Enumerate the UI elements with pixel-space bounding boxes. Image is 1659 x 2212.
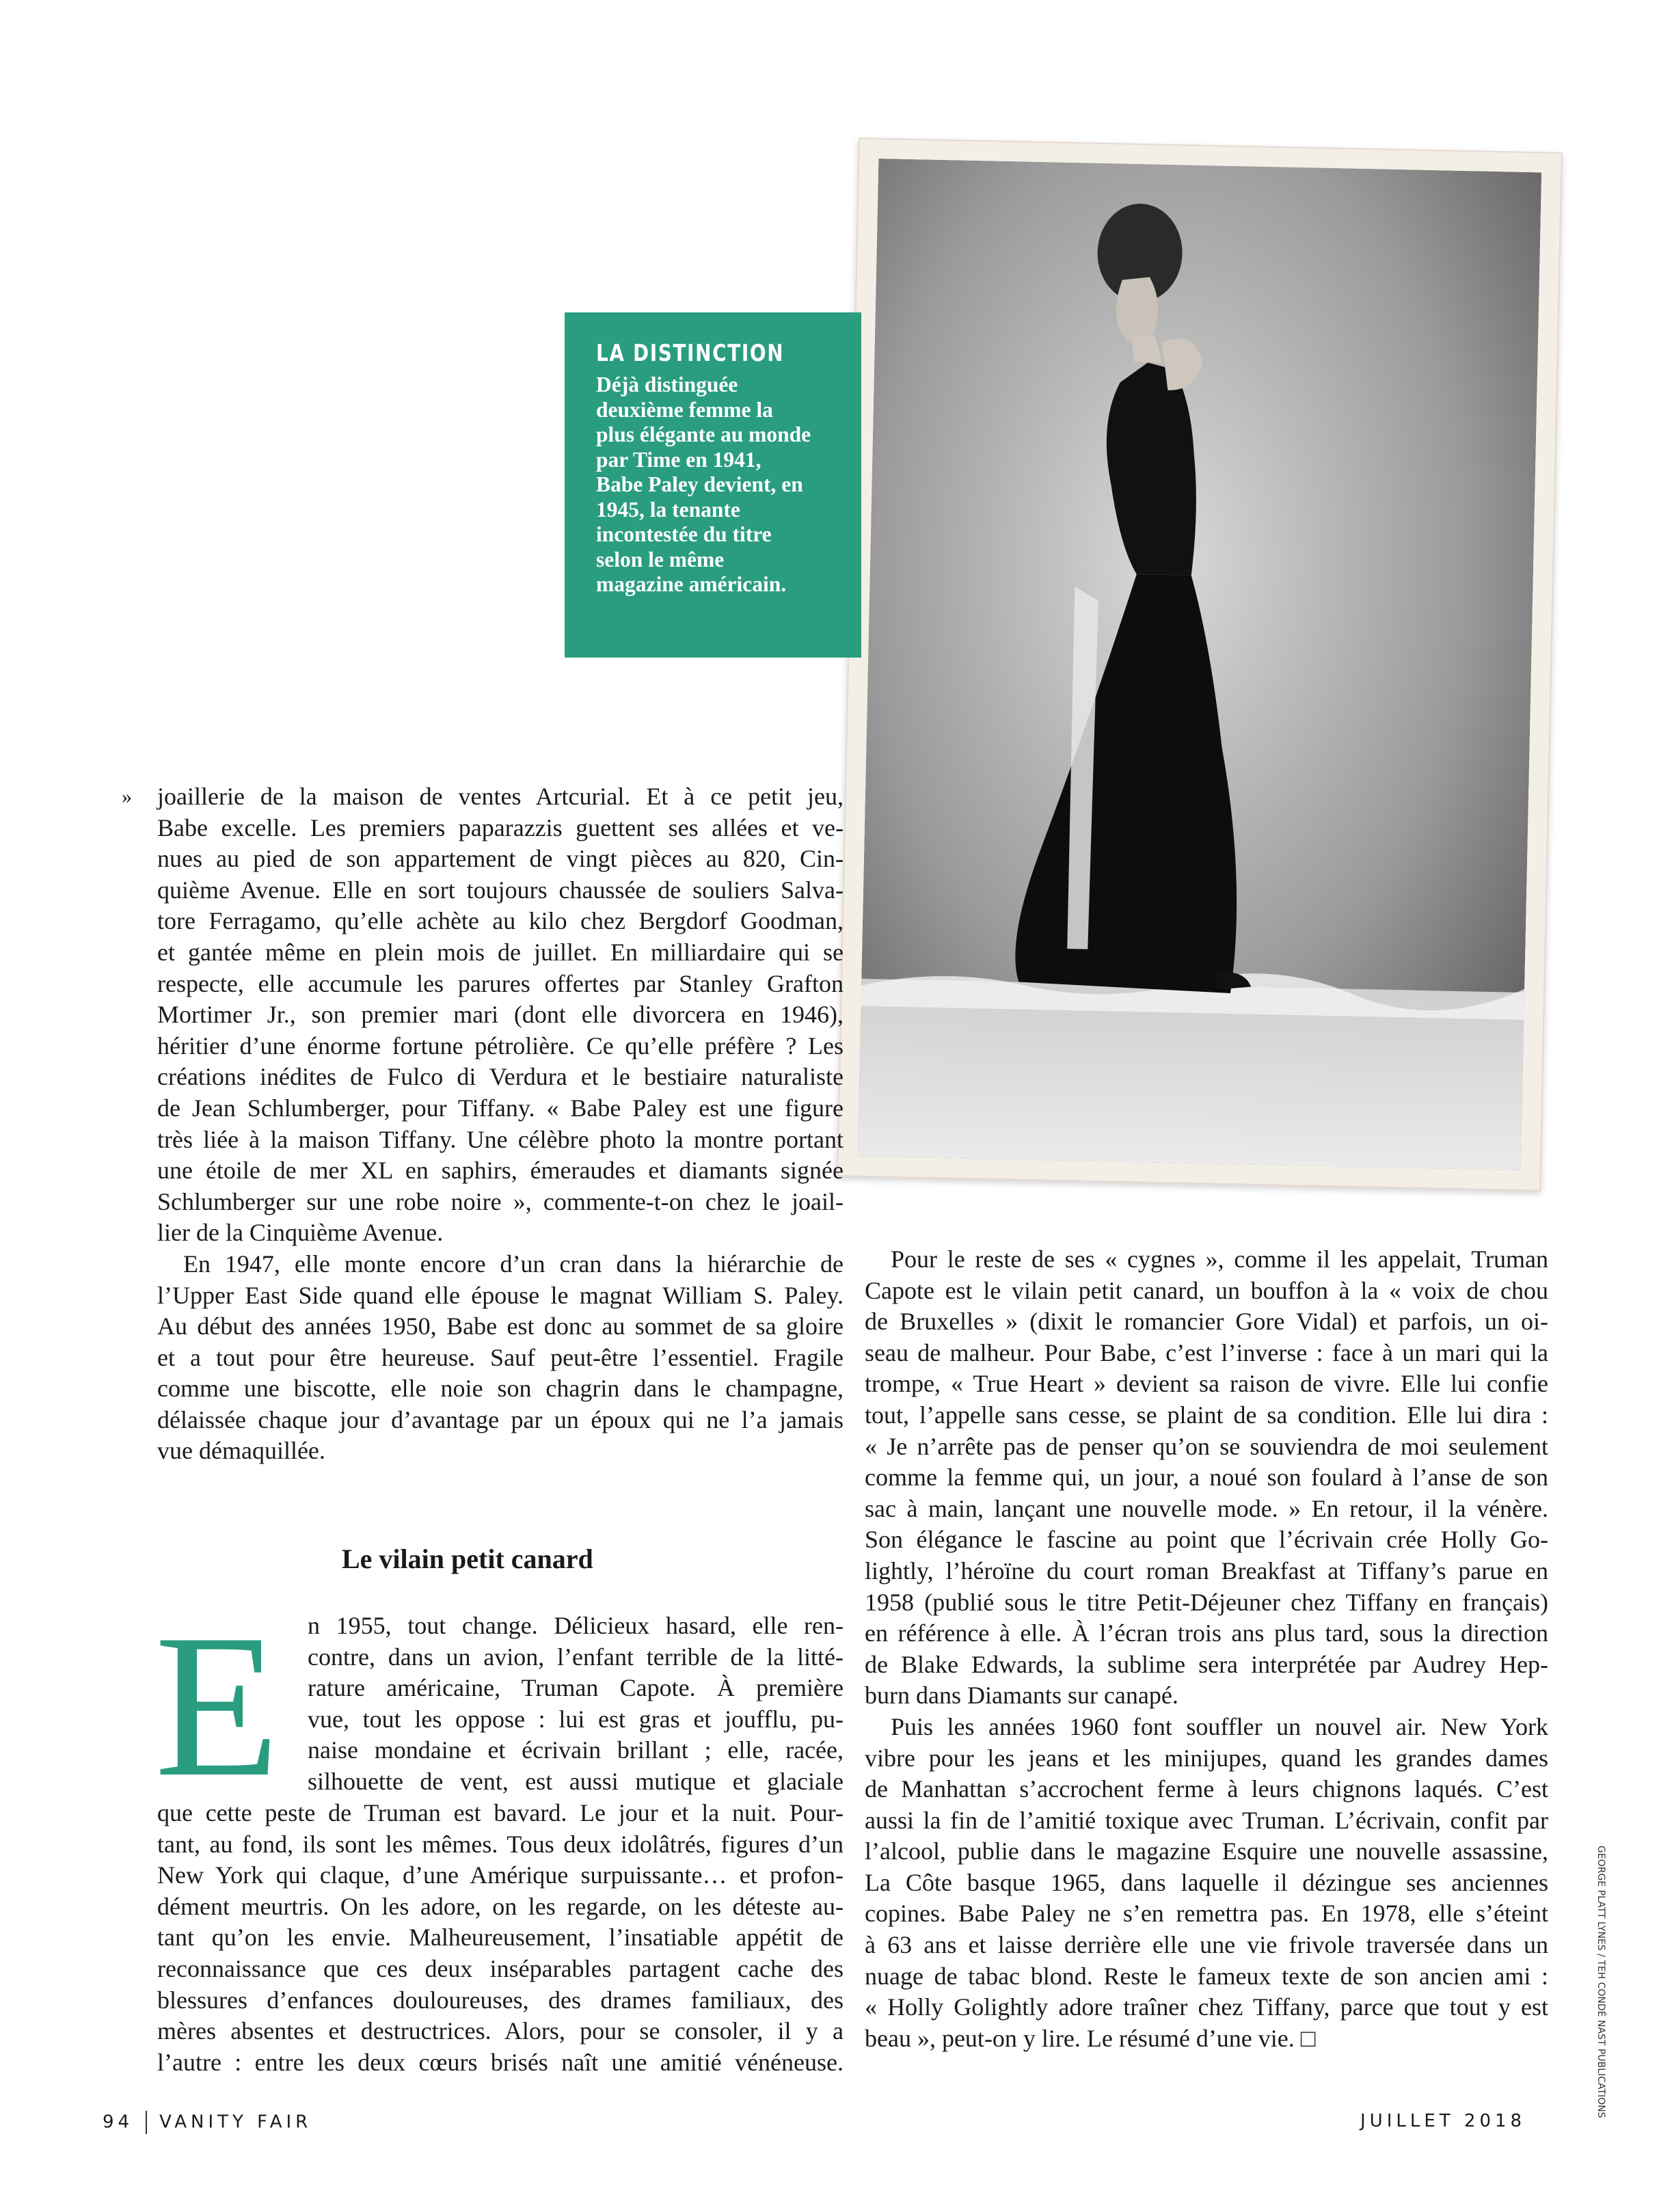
text-line: à 63 ans et laisse derrière elle une vie frivole traversée dans un — [865, 1931, 1548, 1959]
text-line: dément meurtris. On les adore, on les regarde, on les déteste au- — [157, 1892, 844, 1920]
text-line: La Côte basque 1965, dans laquelle il dézingue ses anciennes — [865, 1868, 1548, 1896]
text-line: Babe excelle. Les premiers paparazzis guettent ses allées et ve- — [157, 813, 844, 841]
callout-line: incontestée du titre — [596, 522, 772, 546]
footer-divider — [146, 2111, 147, 2134]
dropcap-paragraph — [308, 1610, 844, 1798]
text-line: lier de la Cinquième Avenue. — [157, 1219, 444, 1247]
text-line: « Holly Golightly adore traîner chez Tiffany, parce que tout y est — [865, 1993, 1548, 2021]
text-line: rature américaine, Truman Capote. À première — [308, 1674, 844, 1702]
callout-line: 1945, la tenante — [596, 497, 740, 522]
text-line: respecte, elle accumule les parures offertes par Stanley Grafton — [157, 969, 844, 997]
text-line: Au début des années 1950, Babe est donc au sommet de sa gloire — [157, 1312, 844, 1340]
text-line: beau », peut-on y lire. Le résumé d’une vie. □ — [865, 2024, 1316, 2052]
text-line: de Blake Edwards, la sublime sera interprétée par Audrey Hep- — [865, 1650, 1548, 1678]
text-line: mères absentes et destructrices. Alors, pour se consoler, il y a — [157, 2017, 844, 2045]
magazine-name: VANITY FAIR — [159, 2112, 312, 2133]
right-column — [865, 1244, 1548, 2054]
text-line: seau de malheur. Pour Babe, c’est l’inverse : face à un mari qui la — [865, 1338, 1548, 1366]
text-line: très liée à la maison Tiffany. Une célèbre photo la montre portant — [157, 1125, 844, 1153]
text-line: tout, l’appelle sans cesse, se plaint de sa condition. Elle lui dira : — [865, 1401, 1548, 1429]
photo-babe-paley — [858, 159, 1541, 1170]
text-line: de Jean Schlumberger, pour Tiffany. « Babe Paley est une figure — [157, 1094, 844, 1122]
text-line: Pour le reste de ses « cygnes », comme il les appelait, Truman — [891, 1245, 1548, 1273]
text-line: silhouette de vent, est aussi mutique et glaciale — [308, 1767, 844, 1795]
text-line: contre, dans un avion, l’enfant terrible de la litté- — [308, 1643, 844, 1671]
text-line: reconnaissance que ces deux inséparables partagent cache des — [157, 1954, 844, 1982]
issue-date: JUILLET 2018 — [1360, 2111, 1526, 2131]
text-line: l’Upper East Side quand elle épouse le magnat William S. Paley. — [157, 1281, 844, 1309]
photo-credit: GEORGE PLATT LYNES / TEH CONDÉ NAST PUBLICATIONS — [1595, 1846, 1606, 2118]
text-line: 1958 (publié sous le titre Petit-Déjeuner chez Tiffany en français) — [865, 1588, 1548, 1616]
text-line: vibre pour les jeans et les minijupes, quand les grandes dames — [865, 1744, 1548, 1772]
text-line: tant, au fond, ils sont les mêmes. Tous deux idolâtrés, figures d’un — [157, 1830, 844, 1858]
vintage-photo — [837, 137, 1563, 1191]
text-line: trompe, « True Heart » devient sa raison de vivre. Elle lui confie — [865, 1370, 1548, 1398]
text-line: Capote est le vilain petit canard, un bouffon à la « voix de chou — [865, 1276, 1548, 1304]
section-subhead: Le vilain petit canard — [342, 1543, 593, 1574]
text-line: Mortimer Jr., son premier mari (dont elle divorcera en 1946), — [157, 1001, 844, 1029]
text-line: nuage de tabac blond. Reste le fameux texte de son ancien ami : — [865, 1962, 1548, 1990]
drop-cap: E — [154, 1592, 280, 1819]
text-line: de Bruxelles » (dixit le romancier Gore Vidal) et parfois, un oi- — [865, 1308, 1548, 1336]
text-line: comme la femme qui, un jour, a noué son foulard à l’anse de son — [865, 1464, 1548, 1492]
text-line: en référence à elle. À l’écran trois ans plus tard, sous la direction — [865, 1619, 1548, 1647]
text-line: créations inédites de Fulco di Verdura et le bestiaire naturaliste — [157, 1063, 844, 1091]
text-line: que cette peste de Truman est bavard. Le jour et la nuit. Pour- — [157, 1799, 844, 1826]
page-number: 94 — [103, 2112, 134, 2133]
text-line: aussi la fin de l’amitié toxique avec Truman. L’écrivain, confit par — [865, 1806, 1548, 1834]
text-line: l’autre : entre les deux cœurs brisés naît une amitié vénéneuse. — [157, 2048, 844, 2076]
text-line: de Manhattan s’accrochent ferme à leurs chignons laqués. C’est — [865, 1775, 1548, 1803]
callout-body — [596, 373, 834, 597]
text-line: tant qu’on les envie. Malheureusement, l’insatiable appétit de — [157, 1924, 844, 1952]
callout-line: magazine américain. — [596, 572, 787, 596]
text-line: vue, tout les oppose : lui est gras et joufflu, pu- — [308, 1705, 844, 1733]
callout-line: selon le même — [596, 547, 725, 571]
text-line: joaillerie de la maison de ventes Artcurial. Et à ce petit jeu, — [157, 783, 844, 810]
footer-left — [103, 2111, 312, 2134]
text-line: héritier d’une énorme fortune pétrolière. Ce qu’elle préfère ? Les — [157, 1031, 844, 1060]
callout-line: deuxième femme la — [596, 397, 773, 422]
text-line: Puis les années 1960 font souffler un nouvel air. New York — [891, 1712, 1548, 1740]
text-line: lightly, l’héroïne du court roman Breakfast at Tiffany’s parue en — [865, 1556, 1548, 1584]
text-line: quième Avenue. Elle en sort toujours chaussée de souliers Salva- — [157, 876, 844, 904]
callout-line: par Time en 1941, — [596, 447, 761, 472]
paragraph-continued — [157, 1798, 844, 2078]
text-line: tore Ferragamo, qu’elle achète au kilo chez Bergdorf Goodman, — [157, 907, 844, 935]
text-line: En 1947, elle monte encore d’un cran dans la hiérarchie de — [183, 1250, 844, 1278]
text-line: naise mondaine et écrivain brillant ; elle, racée, — [308, 1736, 844, 1764]
callout-line: plus élégante au monde — [596, 422, 811, 446]
text-line: comme une biscotte, elle noie son chagrin dans le champagne, — [157, 1375, 844, 1403]
text-line: New York qui claque, d’une Amérique surpuissante… et profon- — [157, 1861, 844, 1889]
text-line: burn dans Diamants sur canapé. — [865, 1682, 1178, 1710]
text-line: « Je n’arrête pas de penser qu’on se souviendra de moi seulement — [865, 1432, 1548, 1460]
text-line: blessures d’enfances douloureuses, des drames familiaux, des — [157, 1986, 844, 2014]
continuation-arrow-icon: » — [122, 785, 132, 808]
text-line: n 1955, tout change. Délicieux hasard, elle ren- — [308, 1612, 844, 1639]
text-line: copines. Babe Paley ne s’en remettra pas. En 1978, elle s’éteint — [865, 1900, 1548, 1928]
distinction-callout — [565, 312, 861, 658]
text-line: Son élégance le fascine au point que l’écrivain crée Holly Go- — [865, 1526, 1548, 1554]
text-line: et a tout pour être heureuse. Sauf peut-être l’essentiel. Fragile — [157, 1343, 844, 1371]
text-line: vue démaquillée. — [157, 1437, 325, 1465]
text-line: sac à main, lançant une nouvelle mode. » En retour, il la vénère. — [865, 1494, 1548, 1522]
callout-line: Babe Paley devient, en — [596, 472, 803, 496]
text-line: nues au pied de son appartement de vingt pièces au 820, Cin- — [157, 845, 844, 873]
text-line: l’alcool, publie dans le magazine Esquire une nouvelle assassine, — [865, 1837, 1548, 1865]
text-line: Schlumberger sur une robe noire », commente-t-on chez le joail- — [157, 1187, 844, 1215]
text-line: délaissée chaque jour d’avantage par un époux qui ne l’a jamais — [157, 1405, 844, 1433]
left-column — [122, 781, 844, 1467]
callout-title: LA DISTINCTION — [596, 340, 785, 367]
text-line: et gantée même en plein mois de juillet. En milliardaire qui se — [157, 938, 844, 966]
callout-line: Déjà distinguée — [596, 373, 738, 396]
text-line: une étoile de mer XL en saphirs, émeraudes et diamants signée — [157, 1157, 844, 1185]
